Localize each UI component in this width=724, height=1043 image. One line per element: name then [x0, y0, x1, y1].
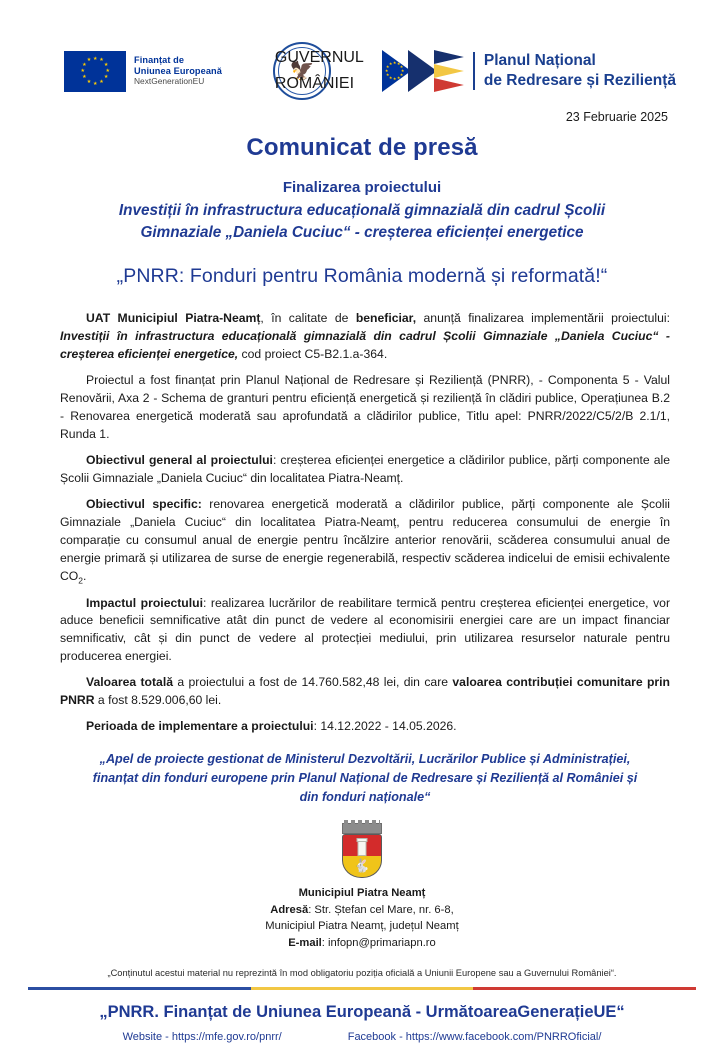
eu-star-icon	[99, 80, 103, 84]
publication-date: 23 Februarie 2025	[565, 110, 668, 124]
eu-star-icon	[99, 58, 103, 62]
project-title-inline: Investiții în infrastructura educațională gimnazială din cadrul Școlii Gimnaziale „Daniela Cuciuc“ - creșterea eficienței energetice,	[60, 329, 670, 362]
arrow-romanian-flag	[434, 50, 464, 92]
subtitle-project-name-line1: Investiții în infrastructura educațională gimnazială din cadrul Școlii	[118, 202, 606, 219]
eu-star-icon: ★	[385, 64, 390, 69]
arrow-navy	[408, 50, 437, 92]
tricolor-red	[473, 987, 696, 990]
eu-star-icon: ★	[385, 72, 390, 77]
arrow-eu-blue	[382, 50, 411, 92]
tower-icon	[358, 841, 367, 856]
subtitle-project-name-line2: Gimnaziale „Daniela Cuciuc“ - creșterea eficienței energetice	[140, 223, 584, 241]
municipality-name: Municipiul Piatra Neamț	[298, 886, 426, 899]
total-value-text: a proiectului a fost de 14.760.582,48 lei, din care	[173, 675, 453, 690]
period-value: : 14.12.2022 - 14.05.2026.	[313, 719, 457, 734]
eu-logo-line3: NextGenerationEU	[134, 76, 205, 87]
coat-of-arms-wrap	[0, 823, 724, 878]
body-content	[0, 310, 724, 806]
paragraph-impact	[60, 595, 670, 667]
eu-disclaimer: „Conținutul acestui material nu reprezintă în mod obligatoriu poziția oficială a Uniunii Europene sau a Guvernului României“.	[107, 967, 617, 978]
tricolor-blue	[28, 987, 251, 990]
eu-star-icon: ★	[392, 76, 397, 81]
general-objective-text: : creșterea eficienței energetice a clădirilor publice, părți componente ale Școlii Gimnaziale „Daniela Cuciuc“ din localitatea Piatra-Neamț.	[60, 453, 670, 485]
eu-contribution-value: a fost 8.529.006,60 lei.	[94, 693, 222, 708]
address-value-1: : Str. Ștefan cel Mare, nr. 6-8,	[308, 903, 454, 916]
paragraph-value	[60, 674, 670, 710]
paragraph-general-objective	[60, 452, 670, 488]
eu-contribution-label: valoarea contribuției comunitare prin PNRR	[60, 675, 670, 708]
arrow-seg-blue	[434, 50, 464, 64]
period-label: Perioada de implementare a proiectului	[86, 719, 314, 734]
eu-star-icon: ★	[384, 68, 389, 73]
pnrr-slogan: „PNRR: Fonduri pentru România modernă și reformată!“	[116, 265, 608, 288]
arrow-seg-yellow	[434, 64, 464, 78]
eu-stars-icon	[385, 61, 405, 81]
quote-line2: finanțat din fonduri europene prin Planul Național de Redresare și Reziliență al României și	[92, 771, 638, 785]
footer-pnrr-statement: „PNRR. Finanțat de Uniunea Europeană - UrmătoareaGenerațieUE“	[99, 1002, 625, 1021]
facebook-link[interactable]: Facebook - https://www.facebook.com/PNRROficial/	[347, 1030, 602, 1043]
pnrr-logo-line1: Planul Național	[483, 52, 596, 70]
pnrr-arrows-icon	[382, 50, 464, 92]
impact-label: Impactul proiectului	[86, 595, 203, 610]
tricolor-divider	[28, 987, 696, 990]
eu-star-icon	[81, 69, 85, 73]
eagle-icon: 🦅	[289, 59, 315, 82]
eu-funding-logo	[64, 51, 222, 92]
beneficiary-name: UAT Municipiul Piatra-Neamț	[86, 311, 261, 326]
seal-bottom-text: ROMÂNIEI	[274, 75, 355, 92]
eu-star-icon: ★	[400, 68, 405, 73]
specific-objective-label: Obiectivul specific:	[86, 496, 202, 511]
specific-objective-text: renovarea energetică moderată a clădirilor publice, părți componente ale Școlii Gimnaziale „Daniela Cuciuc“ din localitatea Piatra-Neamț, pentru reducerea consumului de energie în comparație cu consumul anual de energie pentru încălzire anterior renovării, scăderea consumului anual de energie primară și utilizarea de surse de energie regenerabilă, respectiv scăderea indicelui de emisii echivalente CO	[60, 496, 670, 583]
pnrr-logo-text	[484, 51, 676, 91]
eu-star-icon	[93, 82, 97, 86]
p1-text2: anunță finalizarea implementării proiectului:	[416, 311, 671, 326]
seal-top-text: GUVERNUL	[274, 49, 364, 66]
pnrr-divider	[473, 52, 475, 90]
call-managed-by-note	[60, 750, 670, 807]
email-line	[0, 935, 724, 952]
website-link[interactable]: Website - https://mfe.gov.ro/pnrr/	[122, 1030, 282, 1043]
quote-line3: din fonduri naționale“	[299, 789, 431, 804]
eu-star-icon: ★	[388, 61, 393, 67]
co2-subscript: 2	[78, 575, 84, 586]
paragraph-period	[60, 718, 670, 736]
logo-bar	[0, 0, 724, 100]
eu-star-icon	[106, 69, 110, 73]
email-value[interactable]: : infopn@primariapn.ro	[321, 937, 436, 950]
beneficiary-role: beneficiar,	[355, 311, 417, 326]
specific-objective-tail: .	[83, 568, 87, 583]
eu-logo-line2: Uniunea Europeană	[134, 65, 222, 76]
shield-icon	[342, 834, 382, 878]
eu-star-icon	[93, 57, 97, 61]
eu-star-icon: ★	[392, 60, 397, 65]
arrow-seg-red	[434, 78, 464, 92]
mural-crown-icon	[342, 823, 382, 834]
footer-links	[0, 1031, 724, 1043]
p1-text1: , în calitate de	[260, 311, 356, 326]
piatra-neamt-coat-of-arms-icon	[339, 823, 385, 878]
project-code: cod proiect C5-B2.1.a-364.	[238, 347, 388, 362]
eu-logo-line1: Finanțat de	[134, 54, 185, 65]
eu-star-icon	[87, 80, 91, 84]
subtitle-project-name	[0, 200, 724, 243]
page-title: Comunicat de presă	[246, 134, 478, 161]
eu-star-icon	[87, 58, 91, 62]
impact-text: : realizarea lucrărilor de reabilitare termică pentru creșterea eficienței energetice, vor aduce beneficii semnificative atât din punct de vedere al economisirii energiei care are un impact financiar semnificativ, cât și din punct de vedere al protecției mediului, prin utilizarea resurselor naturale pentru producerea energiei.	[60, 595, 670, 664]
eu-star-icon	[104, 75, 108, 79]
email-label: E-mail	[288, 937, 322, 950]
paragraph-specific-objective	[60, 496, 670, 587]
eu-funding-logo-text	[134, 55, 222, 87]
eu-star-icon	[82, 63, 86, 67]
eu-flag-icon	[64, 51, 126, 92]
subtitle-project-completion: Finalizarea proiectului	[282, 179, 442, 196]
eu-star-icon	[82, 75, 86, 79]
general-objective-label: Obiectivul general al proiectului	[86, 453, 273, 467]
tricolor-yellow	[251, 987, 474, 990]
contact-block	[0, 885, 724, 952]
address-label: Adresă	[270, 903, 309, 916]
eu-star-icon: ★	[396, 61, 401, 67]
quote-line1: „Apel de proiecte gestionat de Ministerul Dezvoltării, Lucrărilor Publice și Administrației,	[99, 752, 631, 767]
address-line-1	[0, 902, 724, 919]
eu-star-icon	[104, 63, 108, 67]
paragraph-financing: Proiectul a fost finanțat prin Planul Național de Redresare și Reziliență (PNRR), - Componenta 5 - Valul Renovării, Axa 2 - Schema de granturi pentru eficiență energetică și reziliență în clădiri publice, Operațiunea B.2 - Renovarea energetică moderată sau aprofundată a clădirilor publice, Titlu apel: PNRR/2022/C5/2/B 2.1/1, Runda 1.	[60, 373, 670, 442]
paragraph-beneficiary	[60, 310, 670, 364]
eu-star-icon: ★	[399, 72, 404, 77]
eu-star-icon: ★	[399, 64, 404, 69]
stag-icon: 🐇	[353, 857, 371, 873]
total-value-label: Valoarea totală	[86, 675, 174, 690]
address-line-2: Municipiul Piatra Neamț, județul Neamț	[265, 920, 459, 933]
eu-star-icon: ★	[396, 74, 401, 80]
romania-government-seal-icon	[273, 42, 364, 100]
pnrr-logo-line2: de Redresare și Reziliență	[483, 72, 676, 89]
eu-star-icon: ★	[388, 74, 393, 80]
pnrr-logo	[382, 50, 676, 92]
